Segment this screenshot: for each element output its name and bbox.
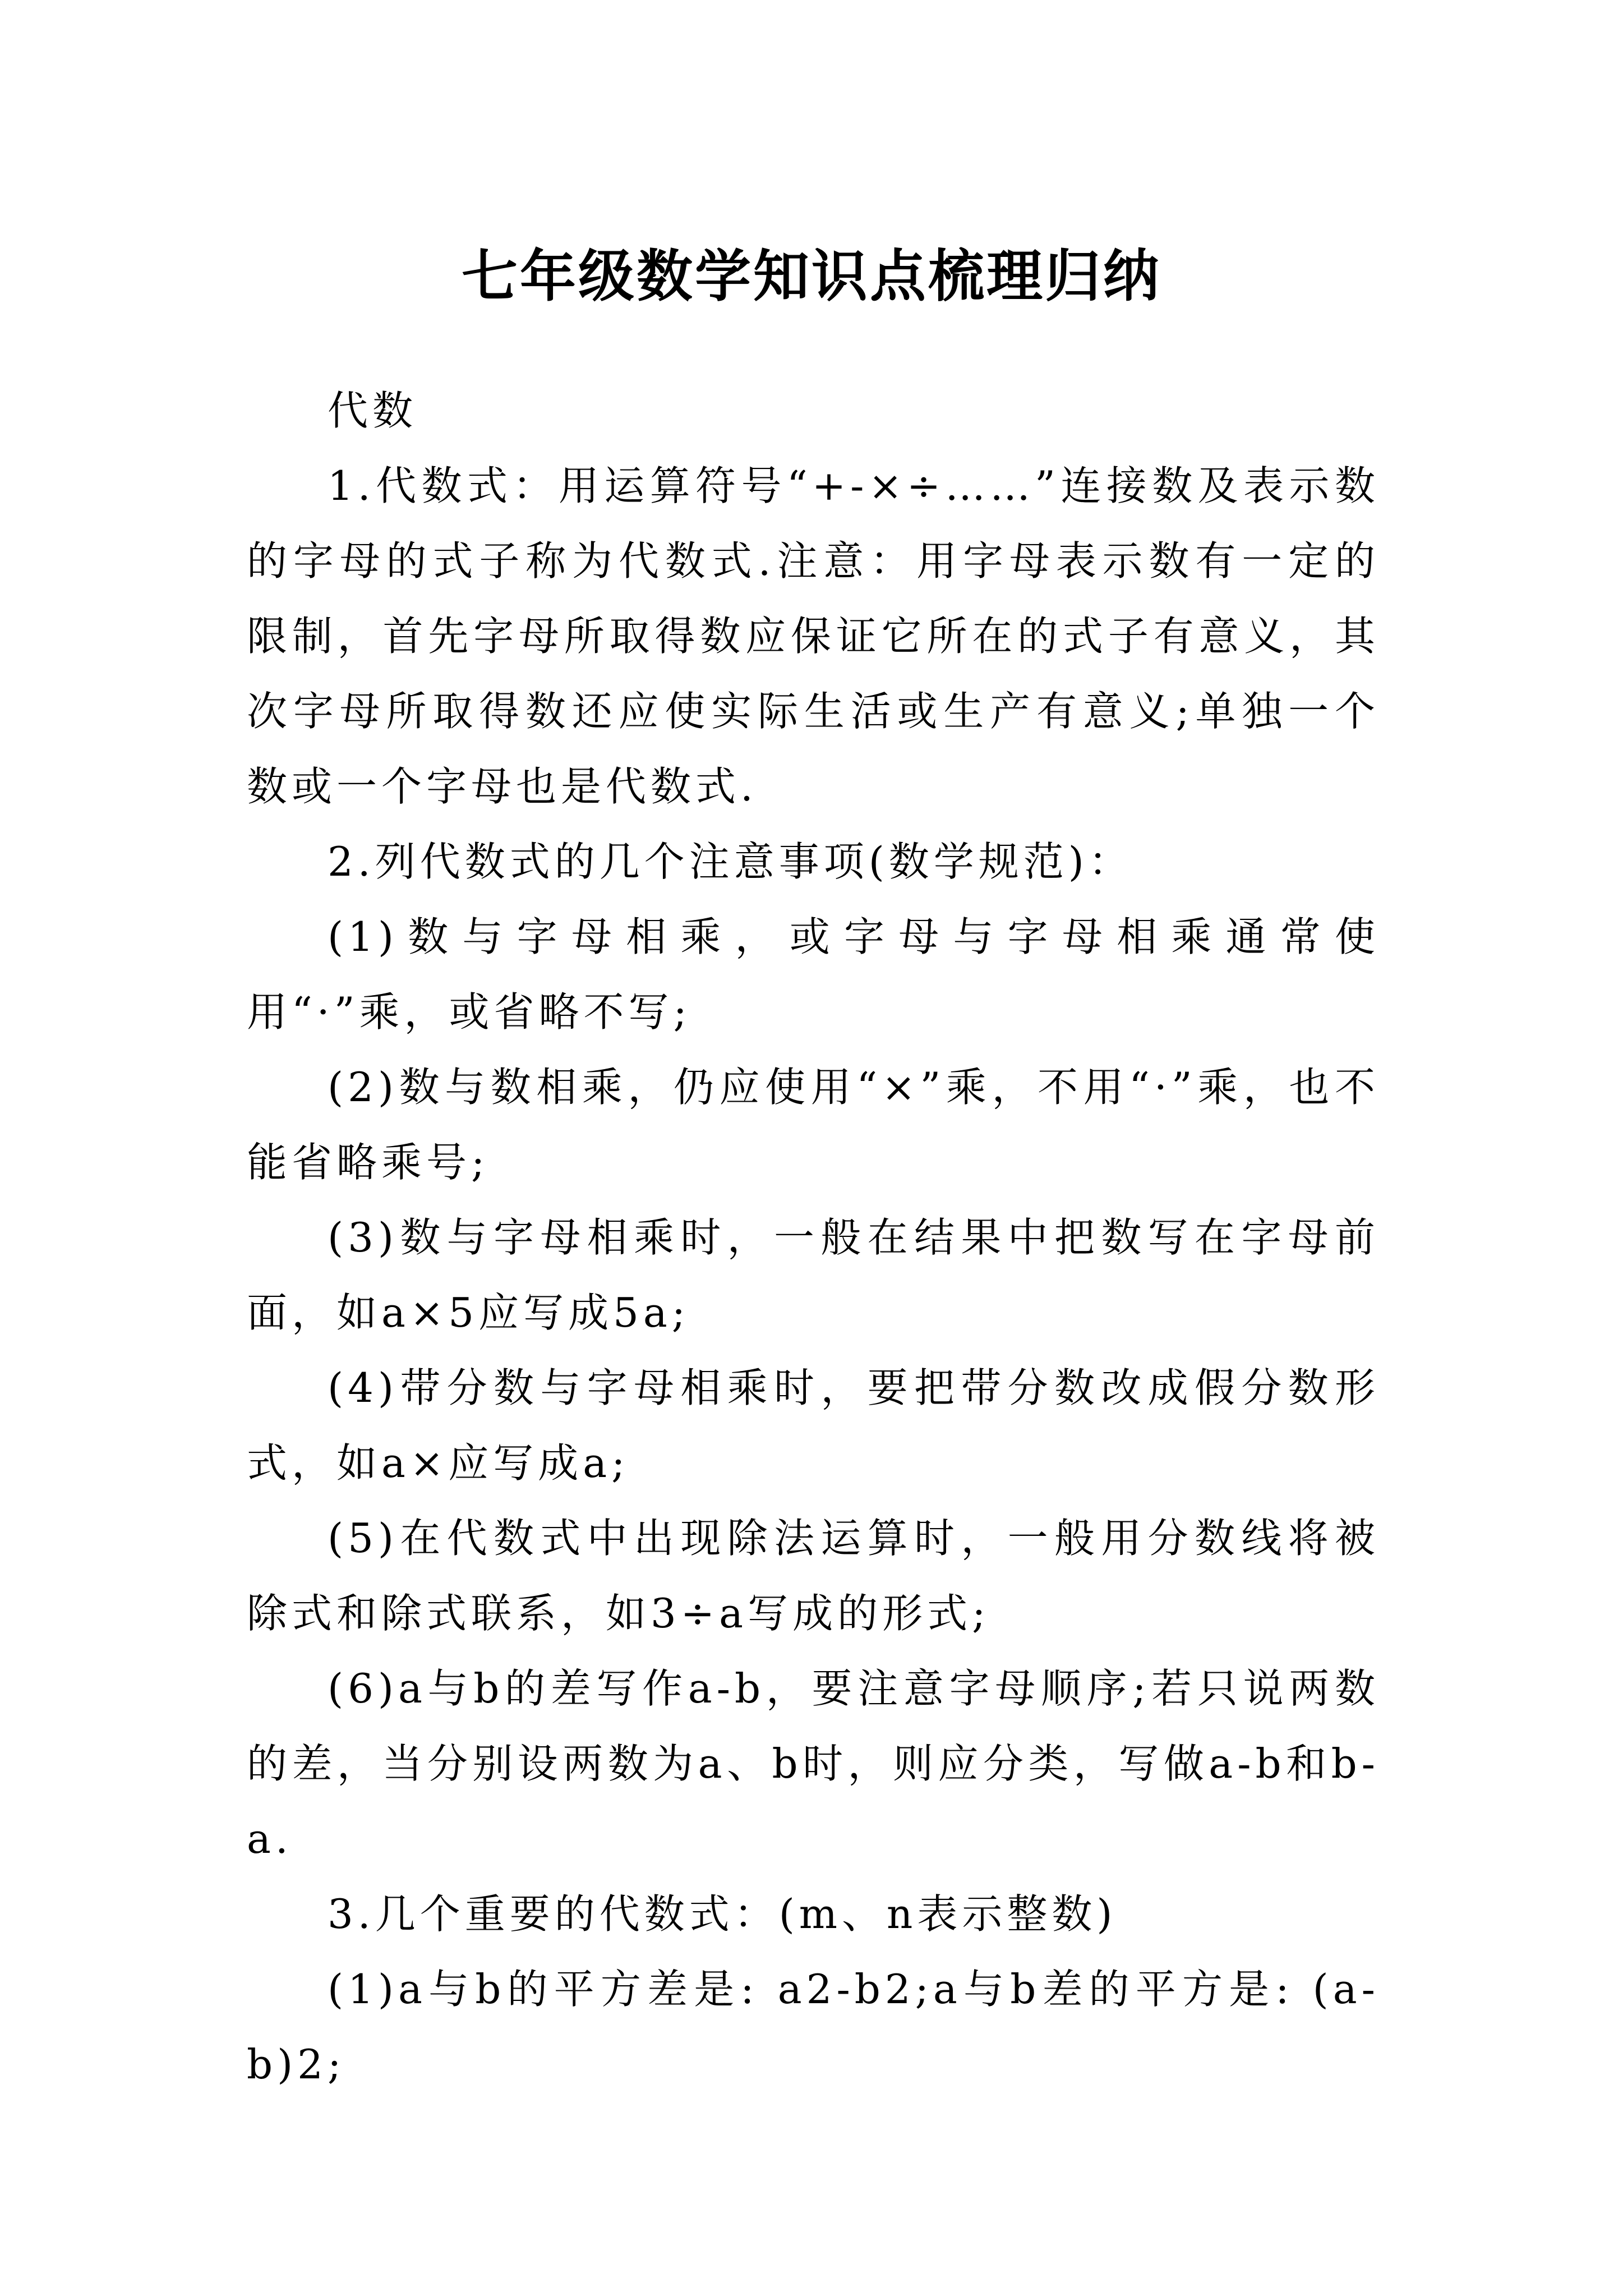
section-heading-algebra: 代数	[328, 387, 418, 434]
paragraph-notes-heading: 2.列代数式的几个注意事项(数学规范)：	[328, 838, 1133, 885]
paragraph-note-5: (5)在代数式中出现除法运算时，一般用分数线将被除式和除式联系，如3÷a写成的形式;	[247, 1515, 1380, 1637]
paragraph-note-1: (1)数与字母相乘，或字母与字母相乘通常使用“·”乘，或省略不写;	[247, 913, 1380, 1036]
document-body	[247, 373, 1380, 2102]
paragraph-important-expression-1: (1)a与b的平方差是: a2-b2;a与b差的平方是: (a-b)2;	[247, 1966, 1380, 2088]
paragraph-note-6: (6)a与b的差写作a-b，要注意字母顺序;若只说两数的差，当分别设两数为a、b时，则应分类，写做a-b和b-a.	[247, 1665, 1380, 1862]
paragraph-important-expressions-heading: 3.几个重要的代数式：(m、n表示整数)	[328, 1890, 1117, 1938]
page-title: 七年级数学知识点梳理归纳	[462, 243, 1161, 309]
paragraph-note-2: (2)数与数相乘，仍应使用“×”乘，不用“·”乘，也不能省略乘号;	[247, 1064, 1380, 1186]
paragraph-note-3: (3)数与字母相乘时，一般在结果中把数写在字母前面，如a×5应写成5a;	[247, 1214, 1380, 1336]
paragraph-note-4: (4)带分数与字母相乘时，要把带分数改成假分数形式，如a×应写成a;	[247, 1364, 1380, 1487]
paragraph-algebraic-expression-definition: 1.代数式：用运算符号“+-×÷……”连接数及表示数的字母的式子称为代数式.注意：用字母表示数有一定的限制，首先字母所取得数应保证它所在的式子有意义，其次字母所取得数还应使实际生活或生产有意义;单独一个数或一个字母也是代数式.	[247, 462, 1380, 810]
